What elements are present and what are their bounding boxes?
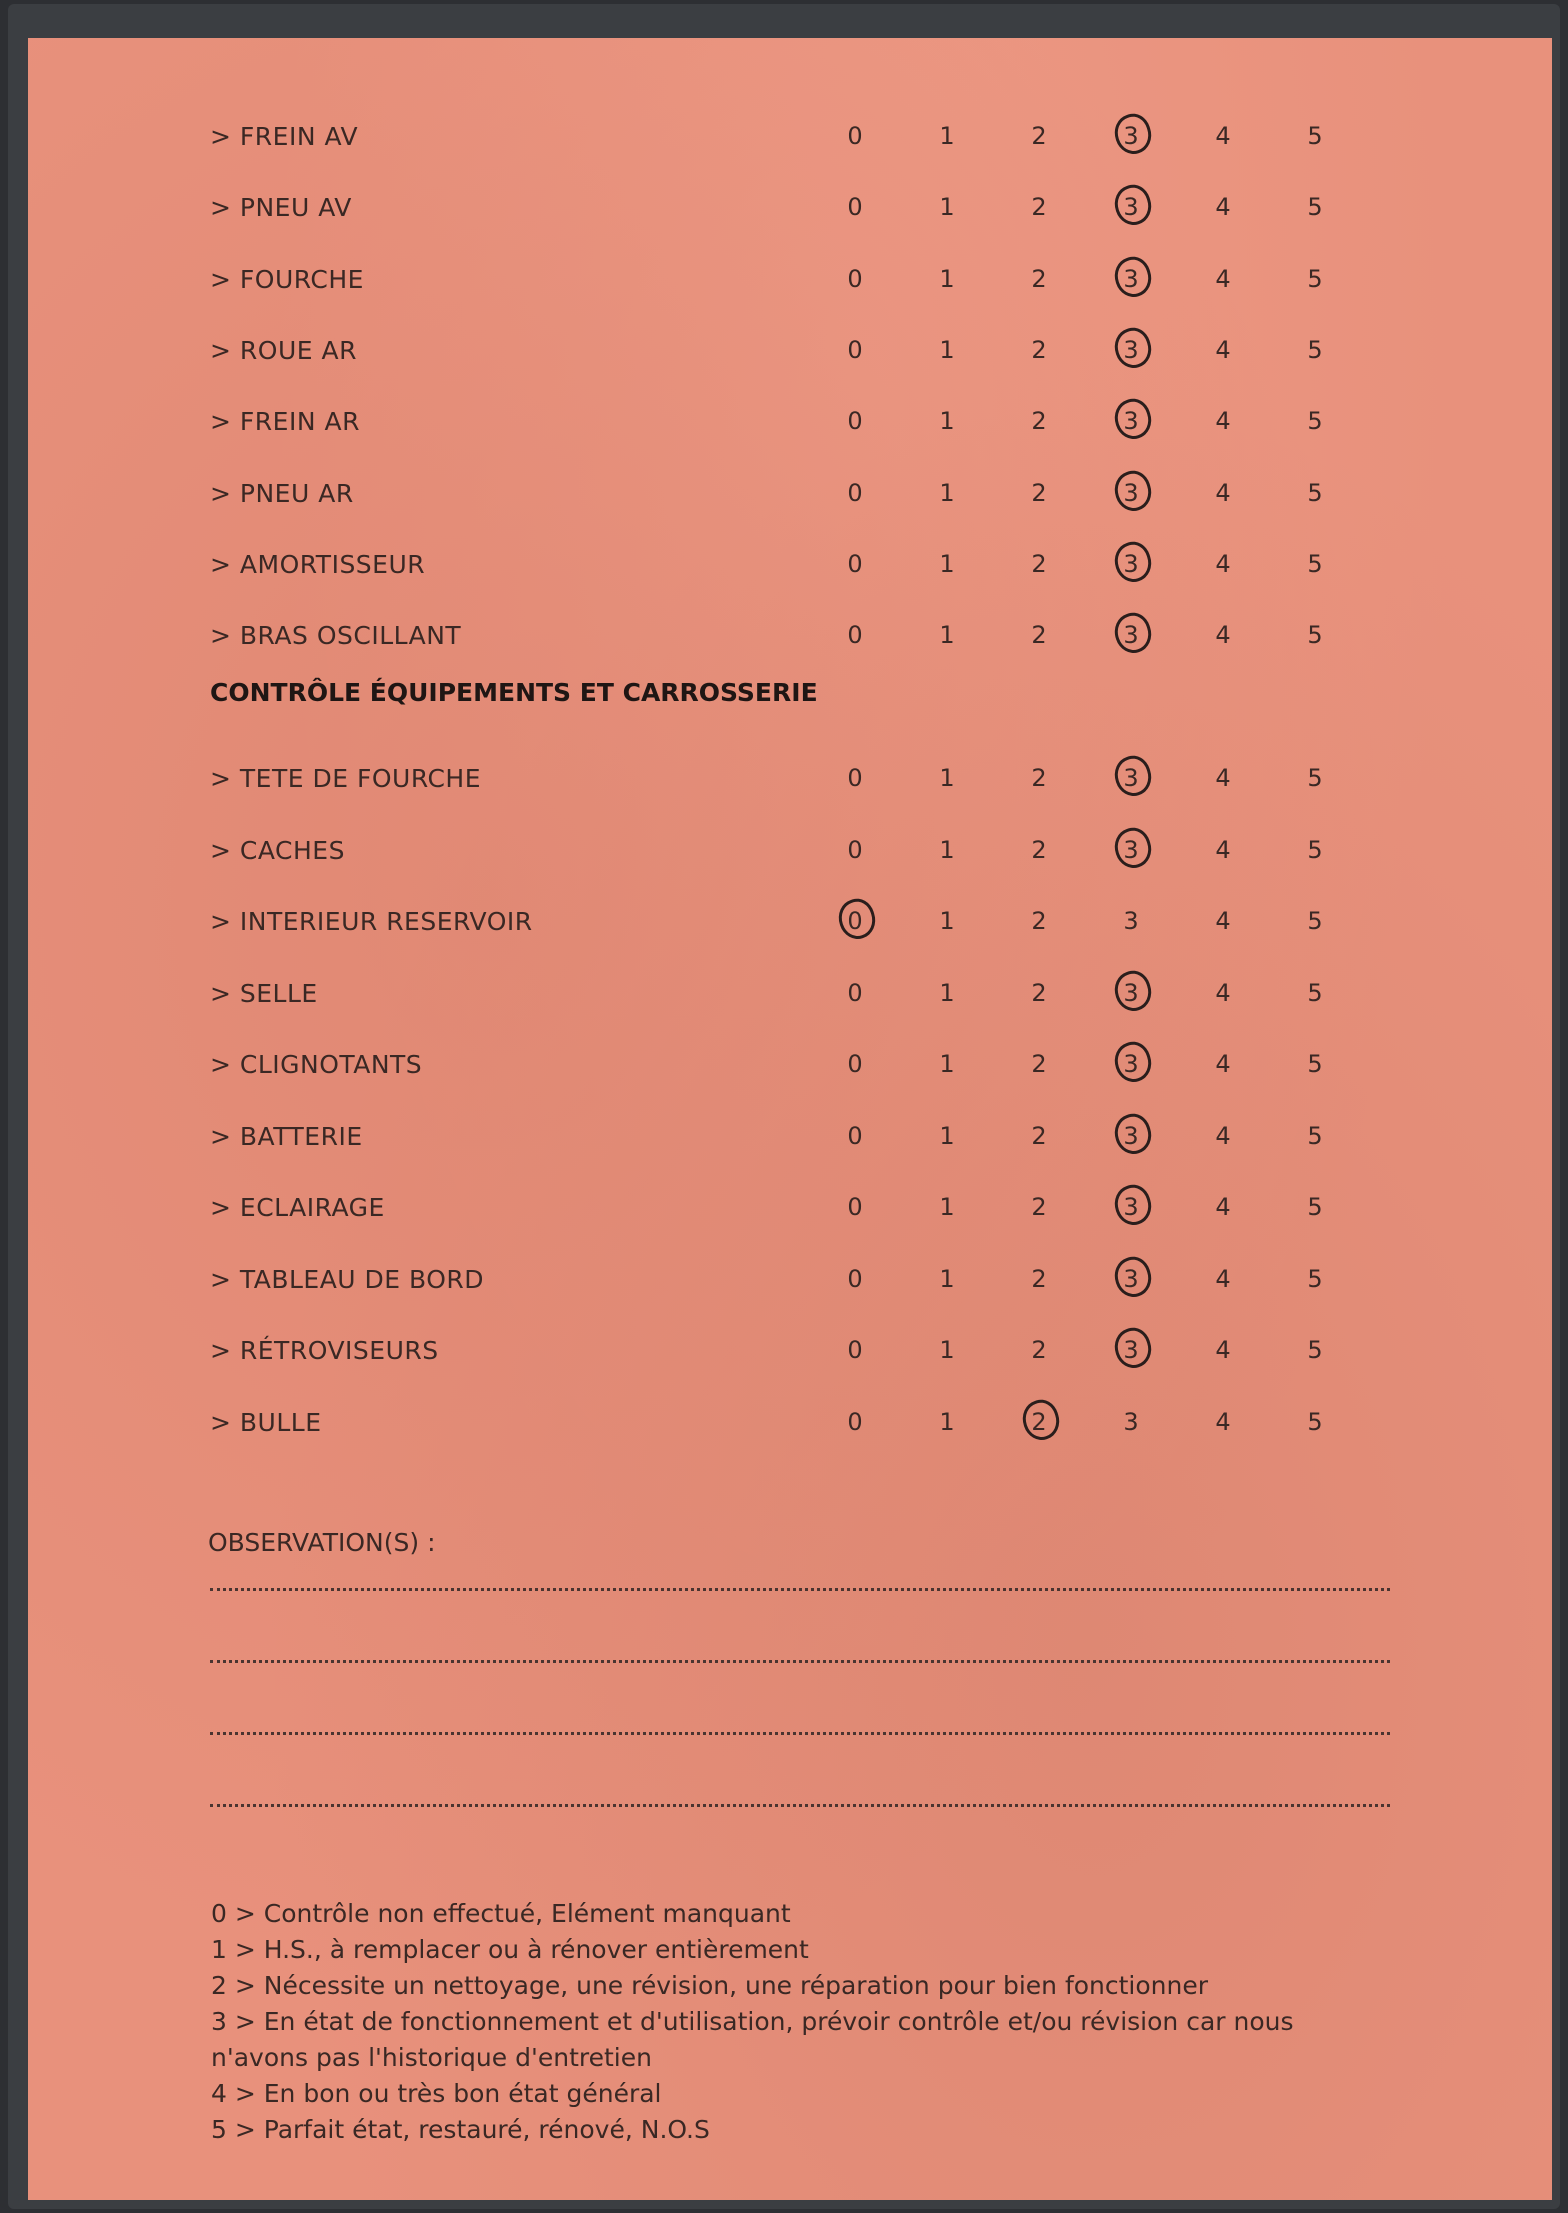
score-option[interactable]: 3 [1123,907,1139,935]
checklist-row [28,820,1552,880]
score-option[interactable]: 0 [847,549,863,578]
item-label: > FREIN AV [210,122,359,151]
score-option[interactable]: 1 [939,1193,955,1221]
inspection-sheet [28,38,1552,2200]
checklist-row [28,605,1552,665]
hand-circle-mark [1110,1252,1157,1301]
score-option[interactable]: 4 [1215,407,1231,436]
score-option[interactable]: 5 [1307,978,1323,1007]
score-option[interactable]: 5 [1307,407,1323,436]
observation-line[interactable] [210,1588,1390,1591]
score-option[interactable]: 4 [1215,1050,1231,1078]
score-option[interactable]: 5 [1307,764,1323,792]
score-option[interactable]: 4 [1215,1264,1231,1293]
hand-circle-mark [1110,1109,1157,1158]
legend-line: 3 > En état de fonctionnement et d'utilisation, prévoir contrôle et/ou révision car nous [211,2007,1294,2036]
score-option[interactable]: 0 [847,1336,863,1364]
score-option[interactable]: 0 [847,478,863,507]
score-option[interactable]: 5 [1307,122,1323,150]
score-option[interactable]: 3 [1111,407,1151,435]
score-option[interactable]: 0 [847,335,863,364]
checklist-row [28,1249,1552,1309]
score-option[interactable]: 1 [939,907,955,935]
hand-circle-mark [1110,323,1157,372]
score-option[interactable]: 1 [939,264,955,293]
item-label: > ROUE AR [210,335,357,365]
score-option[interactable]: 4 [1215,978,1231,1007]
item-label: > INTERIEUR RESERVOIR [210,907,533,936]
score-option[interactable]: 4 [1215,122,1231,150]
item-label: > CACHES [210,835,345,865]
score-option[interactable]: 5 [1307,1121,1323,1150]
hand-circle-mark [1110,1037,1157,1086]
score-option[interactable]: 1 [939,978,955,1007]
observation-line[interactable] [210,1660,1390,1663]
score-option[interactable]: 3 [1111,1336,1151,1364]
checklist-row [28,748,1552,808]
score-option[interactable]: 4 [1215,1407,1231,1436]
checklist-row [28,1392,1552,1452]
score-option[interactable]: 4 [1215,621,1231,650]
score-option[interactable]: 0 [835,907,875,935]
section-title: CONTRÔLE ÉQUIPEMENTS ET CARROSSERIE [210,678,818,707]
checklist-row [28,1177,1552,1237]
score-option[interactable]: 0 [847,122,863,150]
hand-circle-mark [834,894,881,943]
hand-circle-mark [1110,609,1157,658]
checklist-row [28,463,1552,523]
checklist-row [28,891,1552,951]
hand-circle-mark [1110,1323,1157,1372]
score-option[interactable]: 0 [847,1193,863,1221]
score-option[interactable]: 3 [1111,193,1151,221]
score-option[interactable]: 0 [847,621,863,650]
score-option[interactable]: 2 [1031,621,1047,650]
score-option[interactable]: 4 [1215,478,1231,507]
score-option[interactable]: 5 [1307,1336,1323,1364]
item-label: > BULLE [210,1407,322,1437]
item-label: > AMORTISSEUR [210,549,426,579]
score-option[interactable]: 2 [1019,1408,1059,1436]
item-label: > BRAS OSCILLANT [210,621,462,651]
score-option[interactable]: 1 [939,122,955,150]
score-option[interactable]: 0 [847,407,863,436]
score-option[interactable]: 1 [939,621,955,650]
score-option[interactable]: 3 [1111,1050,1151,1078]
hand-circle-mark [1110,395,1157,444]
hand-circle-mark [1110,751,1157,800]
score-option[interactable]: 5 [1307,1407,1323,1436]
score-option[interactable]: 0 [847,764,863,792]
score-option[interactable]: 5 [1307,1193,1323,1221]
score-option[interactable]: 5 [1307,835,1323,864]
score-option[interactable]: 0 [847,978,863,1007]
score-option[interactable]: 2 [1031,764,1047,792]
checklist-row [28,177,1552,237]
checklist-row [28,534,1552,594]
score-option[interactable]: 1 [939,549,955,578]
score-option[interactable]: 1 [939,1264,955,1293]
hand-circle-mark [1110,252,1157,301]
score-option[interactable]: 0 [847,1121,863,1150]
score-option[interactable]: 2 [1031,122,1047,150]
hand-circle-mark [1110,537,1157,586]
score-option[interactable]: 3 [1111,1122,1151,1150]
checklist-row [28,1034,1552,1094]
legend [211,1896,1411,2148]
score-option[interactable]: 2 [1031,264,1047,293]
score-option[interactable]: 5 [1307,193,1323,222]
score-option[interactable]: 2 [1031,1050,1047,1078]
score-option[interactable]: 4 [1215,835,1231,864]
score-option[interactable]: 3 [1111,550,1151,578]
checklist-row [28,391,1552,451]
score-option[interactable]: 0 [847,835,863,864]
checklist-row [28,1106,1552,1166]
legend-line: n'avons pas l'historique d'entretien [211,2043,652,2072]
score-option[interactable]: 3 [1111,122,1151,150]
score-option[interactable]: 4 [1215,764,1231,792]
item-label: > FOURCHE [210,264,364,294]
score-option[interactable]: 1 [939,407,955,436]
score-option[interactable]: 2 [1031,835,1047,864]
score-option[interactable]: 2 [1031,549,1047,578]
score-option[interactable]: 2 [1031,335,1047,364]
score-option[interactable]: 0 [847,1264,863,1293]
hand-circle-mark [1110,1180,1157,1229]
item-label: > ECLAIRAGE [210,1193,385,1222]
checklist-row [28,249,1552,309]
score-option[interactable]: 4 [1215,549,1231,578]
observations-label: OBSERVATION(S) : [208,1528,436,1557]
observation-line[interactable] [210,1804,1390,1807]
score-option[interactable]: 2 [1031,193,1047,222]
legend-line: 5 > Parfait état, restauré, rénové, N.O.S [211,2115,710,2144]
score-option[interactable]: 2 [1031,407,1047,436]
score-option[interactable]: 1 [939,478,955,507]
hand-circle-mark [1110,966,1157,1015]
hand-circle-mark [1110,181,1157,230]
item-label: > BATTERIE [210,1121,363,1151]
score-option[interactable]: 4 [1215,1193,1231,1221]
score-option[interactable]: 2 [1031,907,1047,935]
score-option[interactable]: 0 [847,193,863,222]
score-option[interactable]: 3 [1111,764,1151,792]
score-option[interactable]: 1 [939,835,955,864]
score-option[interactable]: 2 [1031,1336,1047,1364]
item-label: > PNEU AR [210,478,354,508]
score-option[interactable]: 3 [1111,621,1151,649]
legend-line: 1 > H.S., à remplacer ou à rénover entièrement [211,1935,809,1964]
score-option[interactable]: 4 [1215,193,1231,222]
item-label: > PNEU AV [210,193,352,223]
score-option[interactable]: 1 [939,1336,955,1364]
hand-circle-mark [1110,109,1157,158]
legend-line: 2 > Nécessite un nettoyage, une révision, une réparation pour bien fonctionner [211,1971,1209,2000]
hand-circle-mark [1110,466,1157,515]
score-option[interactable]: 3 [1123,1407,1139,1436]
score-option[interactable]: 5 [1307,621,1323,650]
item-label: > TABLEAU DE BORD [210,1264,485,1294]
score-option[interactable]: 1 [939,1407,955,1436]
score-option[interactable]: 5 [1307,549,1323,578]
legend-line: 0 > Contrôle non effectué, Elément manquant [211,1899,791,1928]
score-option[interactable]: 2 [1031,1193,1047,1221]
score-option[interactable]: 5 [1307,335,1323,364]
score-option[interactable]: 3 [1111,836,1151,864]
score-option[interactable]: 0 [847,264,863,293]
score-option[interactable]: 3 [1111,1265,1151,1293]
score-option[interactable]: 5 [1307,478,1323,507]
score-option[interactable]: 2 [1031,478,1047,507]
item-label: > RÉTROVISEURS [210,1336,439,1365]
hand-circle-mark [1110,823,1157,872]
score-option[interactable]: 4 [1215,264,1231,293]
score-option[interactable]: 4 [1215,335,1231,364]
score-option[interactable]: 2 [1031,978,1047,1007]
score-option[interactable]: 1 [939,1050,955,1078]
score-option[interactable]: 5 [1307,1264,1323,1293]
hand-circle-mark [1018,1395,1065,1444]
legend-line: 4 > En bon ou très bon état général [211,2079,662,2108]
score-option[interactable]: 4 [1215,1121,1231,1150]
score-option[interactable]: 0 [847,1050,863,1078]
score-option[interactable]: 1 [939,1121,955,1150]
score-option[interactable]: 3 [1111,979,1151,1007]
item-label: > TETE DE FOURCHE [210,764,481,793]
checklist-row [28,963,1552,1023]
score-option[interactable]: 1 [939,335,955,364]
score-option[interactable]: 5 [1307,264,1323,293]
item-label: > CLIGNOTANTS [210,1050,423,1079]
score-option[interactable]: 1 [939,193,955,222]
score-option[interactable]: 1 [939,764,955,792]
observation-line[interactable] [210,1732,1390,1735]
score-option[interactable]: 2 [1031,1264,1047,1293]
score-option[interactable]: 3 [1111,265,1151,293]
score-option[interactable]: 5 [1307,907,1323,935]
checklist-row [28,106,1552,166]
item-label: > SELLE [210,978,318,1008]
checklist-row [28,1320,1552,1380]
score-option[interactable]: 4 [1215,907,1231,935]
item-label: > FREIN AR [210,407,360,437]
score-option[interactable]: 3 [1111,336,1151,364]
checklist-row [28,320,1552,380]
score-option[interactable]: 3 [1111,1193,1151,1221]
score-option[interactable]: 4 [1215,1336,1231,1364]
score-option[interactable]: 5 [1307,1050,1323,1078]
score-option[interactable]: 0 [847,1407,863,1436]
score-option[interactable]: 3 [1111,479,1151,507]
score-option[interactable]: 2 [1031,1121,1047,1150]
